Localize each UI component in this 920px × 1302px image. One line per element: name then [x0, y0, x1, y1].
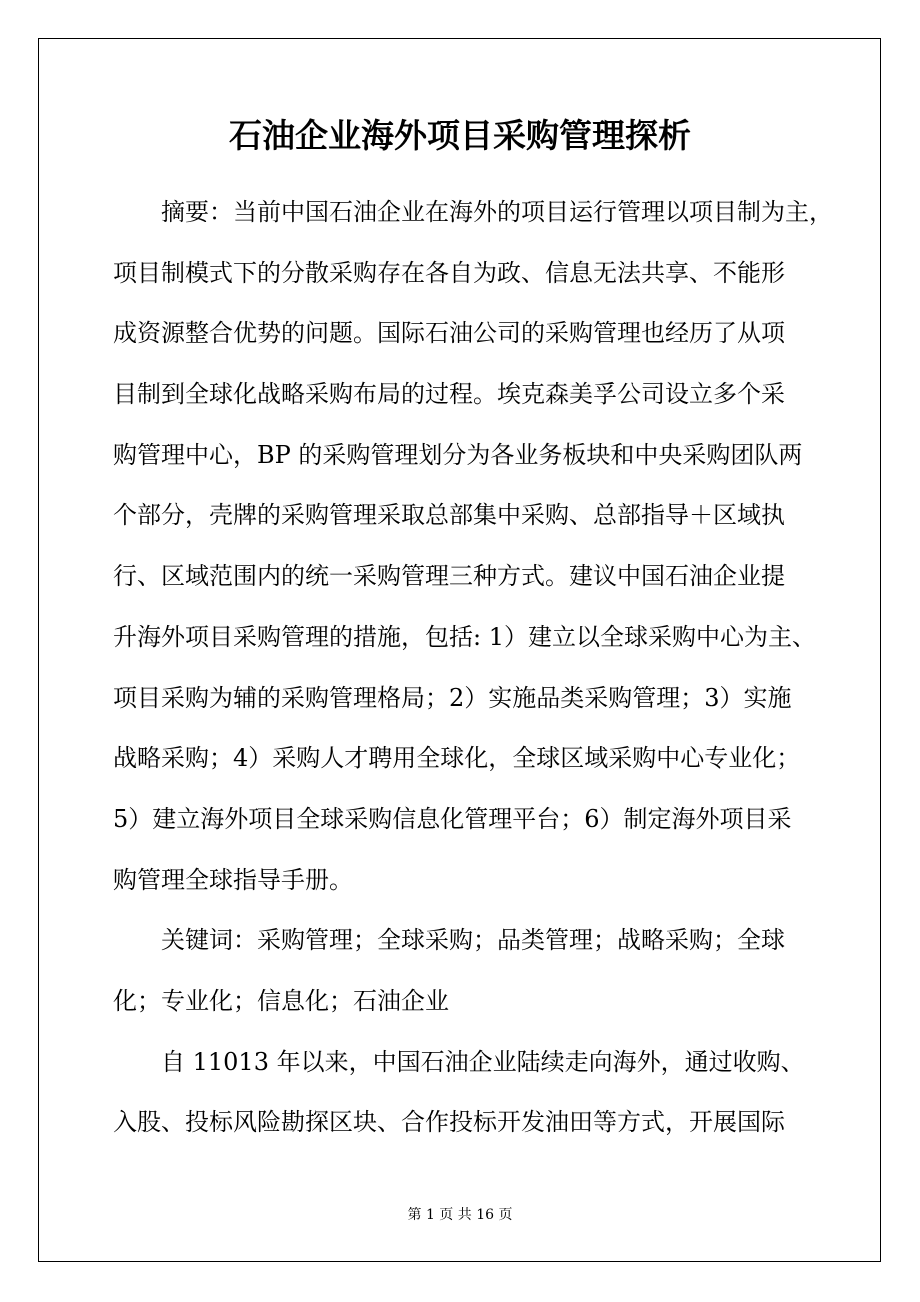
abstract-line: 升海外项目采购管理的措施，包括: 1）建立以全球采购中心为主、	[113, 622, 816, 651]
document-body	[113, 190, 833, 1161]
page-number-footer: 第 1 页 共 16 页	[407, 1207, 513, 1223]
abstract-line: 目制到全球化战略采购布局的过程。埃克森美孚公司设立多个采	[113, 380, 785, 409]
abstract-line: 战略采购；4）采购人才聘用全球化，全球区域采购中心专业化；	[113, 744, 801, 773]
keywords-line: 关键词：采购管理；全球采购；品类管理；战略采购；全球	[161, 926, 785, 955]
abstract-line: 购管理全球指导手册。	[113, 865, 353, 894]
abstract-line: 个部分，壳牌的采购管理采取总部集中采购、总部指导＋区域执	[113, 501, 785, 530]
abstract-line: 购管理中心，BP 的采购管理划分为各业务板块和中央采购团队两	[113, 440, 803, 469]
paragraph-line: 入股、投标风险勘探区块、合作投标开发油田等方式，开展国际	[113, 1108, 785, 1137]
document-title: 石油企业海外项目采购管理探析	[229, 116, 691, 155]
abstract-line: 项目采购为辅的采购管理格局；2）实施品类采购管理；3）实施	[113, 683, 792, 712]
abstract-line: 成资源整合优势的问题。国际石油公司的采购管理也经历了从项	[113, 319, 785, 348]
abstract-line: 摘要：当前中国石油企业在海外的项目运行管理以项目制为主，	[161, 198, 833, 226]
keywords-line: 化；专业化；信息化；石油企业	[113, 986, 449, 1015]
abstract-line: 项目制模式下的分散采购存在各自为政、信息无法共享、不能形	[113, 258, 785, 287]
abstract-line: 行、区域范围内的统一采购管理三种方式。建议中国石油企业提	[113, 562, 785, 591]
paragraph-line: 自 11013 年以来，中国石油企业陆续走向海外，通过收购、	[161, 1047, 805, 1076]
abstract-line: 5）建立海外项目全球采购信息化管理平台；6）制定海外项目采	[113, 804, 792, 833]
